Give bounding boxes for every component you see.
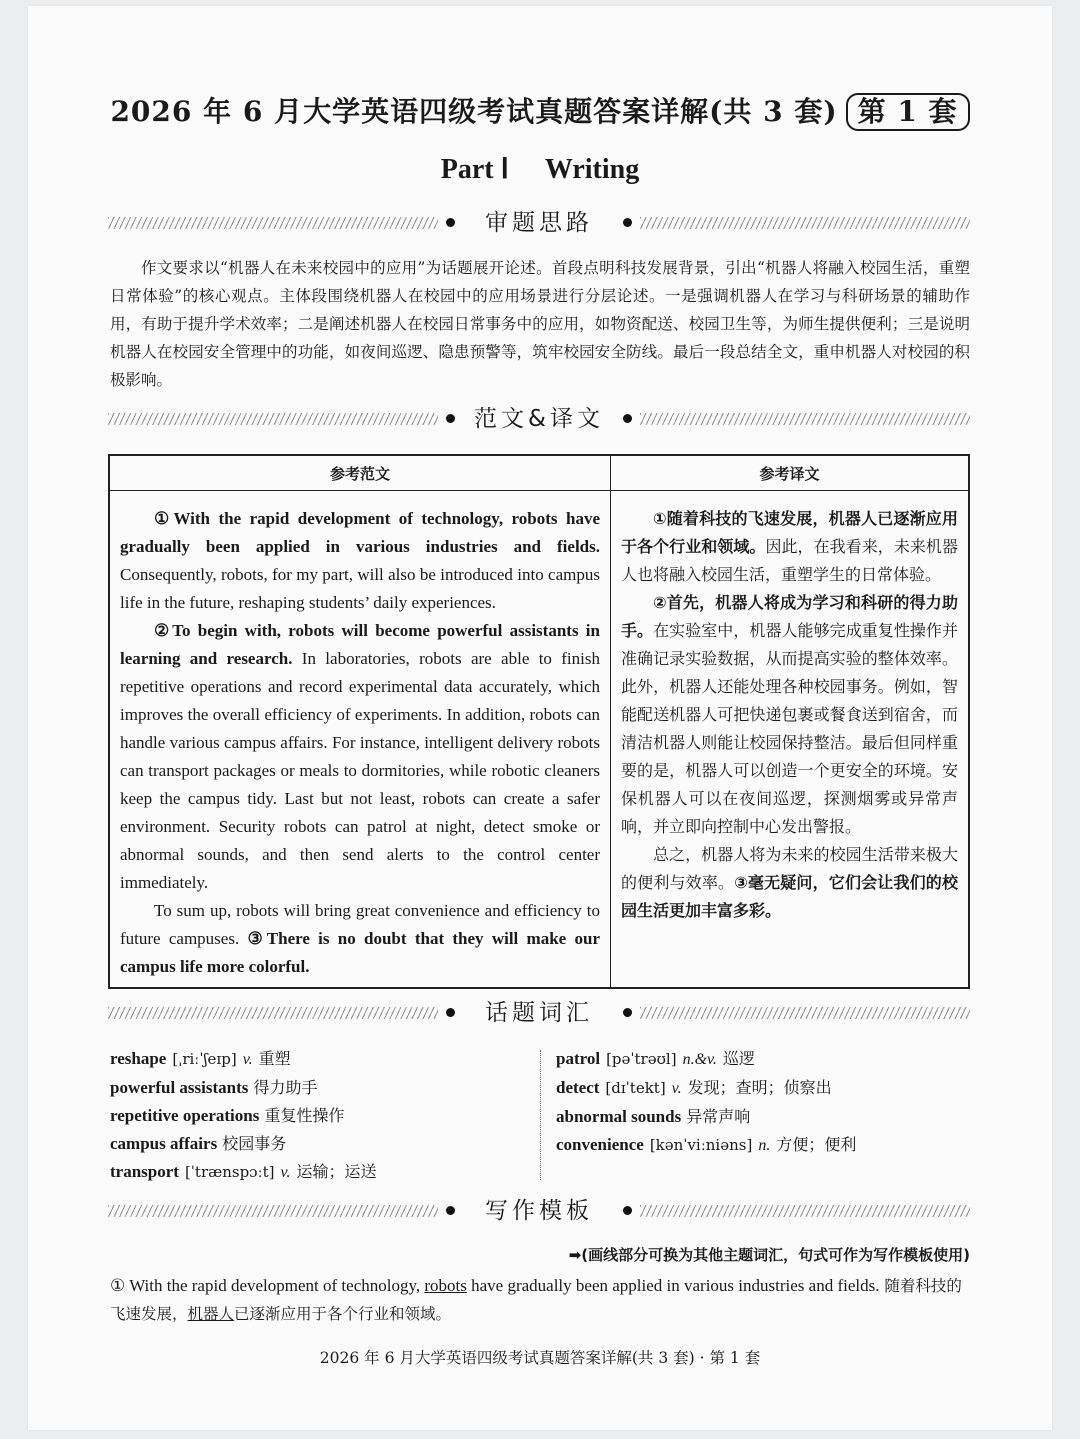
hatch-divider <box>640 413 970 425</box>
hatch-divider <box>640 1205 970 1217</box>
vocab-meaning: 运输；运送 <box>296 1162 377 1181</box>
vocab-meaning: 得力助手 <box>253 1078 318 1097</box>
hatch-divider <box>108 217 438 229</box>
set-badge: 第 1 套 <box>846 93 970 131</box>
section-header-analysis <box>108 208 970 238</box>
section-title: 写作模板 <box>485 1198 593 1224</box>
vocab-item <box>556 1074 856 1103</box>
bullet-dot <box>623 1008 632 1017</box>
page-footer: 2026 年 6 月大学英语四级考试真题答案详解(共 3 套) · 第 1 套 <box>319 1349 761 1367</box>
essay-paragraph <box>621 589 958 841</box>
part-number: Part Ⅰ <box>440 154 509 185</box>
bullet-dot <box>446 1206 455 1215</box>
bullet-dot <box>623 218 632 227</box>
vocab-pos: v. <box>242 1051 253 1068</box>
section-title: 话题词汇 <box>485 1000 593 1026</box>
section-title: 审题思路 <box>485 210 593 236</box>
vocab-meaning: 异常声响 <box>686 1107 751 1126</box>
template-number: ① <box>110 1276 126 1295</box>
vocab-meaning: 校园事务 <box>222 1134 287 1153</box>
vocab-meaning: 重复性操作 <box>264 1106 345 1125</box>
template-sentence <box>110 1272 970 1328</box>
essay-paragraph <box>120 897 600 981</box>
vocab-item <box>556 1045 856 1074</box>
vocab-word: abnormal sounds <box>556 1107 682 1126</box>
body-text: 总之，机器人将为未来的校园生活带来极大的便利与效率。 <box>621 845 958 892</box>
bullet-dot <box>446 414 455 423</box>
vocab-word: patrol <box>556 1049 601 1068</box>
vocab-item <box>110 1102 376 1130</box>
body-text: 因此，在我看来，未来机器人也将融入校园生活，重塑学生的日常体验。 <box>621 537 958 584</box>
part-heading <box>0 152 1080 186</box>
vocab-list-right <box>556 1045 856 1160</box>
section-header-essay <box>108 404 970 434</box>
analysis-paragraph: 作文要求以“机器人在未来校园中的应用”为话题展开论述。首段点明科技发展背景，引出“机器人将融入校园生活，重塑日常体验”的核心观点。主体段围绕机器人在校园中的应用场景进行分层论述。一是强调机器人在学习与科研场景的辅助作用，有助于提升学术效率；二是阐述机器人在校园日常事务中的应用，如物资配送、校园卫生等，为师生提供便利；三是说明机器人在校园安全管理中的功能，如夜间巡逻、隐患预警等，筑牢校园安全防线。最后一段总结全文，重申机器人对校园的积极影响。 <box>110 259 970 389</box>
essay-paragraph <box>621 841 958 925</box>
vocab-meaning: 发现；查明；侦察出 <box>687 1078 832 1097</box>
vocab-pos: v. <box>280 1164 291 1181</box>
template-en-post: have gradually been applied in various industries and fields. <box>466 1276 880 1295</box>
key-sentence: ③毫无疑问，它们会让我们的校园生活更加丰富多彩。 <box>621 873 958 920</box>
vocab-item <box>110 1045 376 1074</box>
vocab-word: powerful assistants <box>110 1078 249 1097</box>
replaceable-term: 机器人 <box>187 1305 235 1323</box>
body-text: 在实验室中，机器人能够完成重复性操作并准确记录实验数据，从而提高实验的整体效率。此外，机器人还能处理各种校园事务。例如，智能配送机器人可把快递包裹或餐食送到宿舍，而清洁机器人则能让校园保持整洁。最后但同样重要的是，机器人可以创造一个更安全的环境。安保机器人可以在夜间巡逻，探测烟雾或异常声响，并立即向控制中心发出警报。 <box>621 621 958 836</box>
vocab-meaning: 方便；便利 <box>776 1135 857 1154</box>
bullet-dot <box>446 218 455 227</box>
vocab-word: convenience <box>556 1135 644 1154</box>
part-name: Writing <box>544 154 640 185</box>
essay-table <box>108 454 970 989</box>
body-text: In laboratories, robots are able to finish repetitive operations and record experimental data accurately, which improves the overall efficiency of experiments. In addition, robots can handle various campus affairs. For instance, intelligent delivery robots can transport packages or meals to dormitories, while robotic cleaners keep the campus tidy. Last but not least, robots can create a safer environment. Security robots can patrol at night, detect smoke or abnormal sounds, and then send alerts to the control center immediately. <box>120 649 600 892</box>
key-sentence: ①随着科技的飞速发展，机器人已逐渐应用于各个行业和领域。 <box>621 509 958 556</box>
vocab-meaning: 重塑 <box>258 1049 291 1068</box>
vocab-meaning: 巡逻 <box>722 1049 755 1068</box>
vocab-pos: n. <box>758 1137 771 1154</box>
essay-paragraph <box>120 505 600 617</box>
vocab-item <box>556 1103 856 1131</box>
vocab-pos: n.&v. <box>682 1051 717 1068</box>
body-text: To sum up, robots will bring great convenience and efficiency to future campuses. <box>120 901 600 948</box>
bullet-dot <box>446 1008 455 1017</box>
key-sentence: ②To begin with, robots will become powerful assistants in learning and research. <box>120 621 600 668</box>
vocab-phonetic: [ˈtrænspɔːt] <box>184 1163 275 1181</box>
essay-header-en: 参考范文 <box>109 455 611 491</box>
key-sentence: ③There is no doubt that they will make our campus life more colorful. <box>120 929 600 976</box>
essay-paragraph <box>621 505 958 589</box>
vocab-column-divider <box>540 1050 541 1180</box>
key-sentence: ①With the rapid development of technology, robots have gradually been applied in various industries and fields. <box>120 509 600 556</box>
vocab-word: repetitive operations <box>110 1106 260 1125</box>
body-text: Consequently, robots, for my part, will also be introduced into campus life in the future, reshaping students’ daily experiences. <box>120 565 600 612</box>
essay-chinese <box>611 491 970 989</box>
section-header-vocab <box>108 998 970 1028</box>
essay-english <box>109 491 611 989</box>
hatch-divider <box>108 413 438 425</box>
key-sentence: ②首先，机器人将成为学习和科研的得力助手。 <box>621 593 958 640</box>
template-note: ➡(画线部分可换为其他主题词汇，句式可作为写作模板使用) <box>568 1246 970 1264</box>
vocab-phonetic: [dɪˈtekt] <box>605 1079 666 1097</box>
vocab-word: campus affairs <box>110 1134 218 1153</box>
vocab-pos: v. <box>671 1080 682 1097</box>
template-cn-post: 已逐渐应用于各个行业和领域。 <box>234 1305 452 1323</box>
section-header-template <box>108 1196 970 1226</box>
vocab-item <box>110 1074 376 1102</box>
template-cn-pre: 随着科技的飞速发展， <box>110 1277 962 1323</box>
vocab-item <box>110 1158 376 1187</box>
vocab-item <box>556 1131 856 1160</box>
vocab-phonetic: [ˌriːˈʃeɪp] <box>172 1050 237 1068</box>
bullet-dot <box>623 1206 632 1215</box>
title-text: 2026 年 6 月大学英语四级考试真题答案详解(共 3 套) <box>110 95 838 128</box>
vocab-phonetic: [pəˈtrəʊl] <box>606 1050 677 1068</box>
vocab-item <box>110 1130 376 1158</box>
replaceable-term: robots <box>424 1276 467 1295</box>
vocab-word: transport <box>110 1162 179 1181</box>
template-en-pre: With the rapid development of technology, <box>125 1276 425 1295</box>
essay-paragraph <box>120 617 600 897</box>
essay-header-cn: 参考译文 <box>611 455 970 491</box>
hatch-divider <box>108 1205 438 1217</box>
section-title: 范文&译文 <box>474 406 604 432</box>
bullet-dot <box>623 414 632 423</box>
vocab-word: detect <box>556 1078 600 1097</box>
hatch-divider <box>640 217 970 229</box>
vocab-list-left <box>110 1045 376 1187</box>
vocab-word: reshape <box>110 1049 167 1068</box>
vocab-phonetic: [kənˈviːniəns] <box>649 1136 753 1154</box>
hatch-divider <box>640 1007 970 1019</box>
hatch-divider <box>108 1007 438 1019</box>
document-title <box>0 90 1080 131</box>
